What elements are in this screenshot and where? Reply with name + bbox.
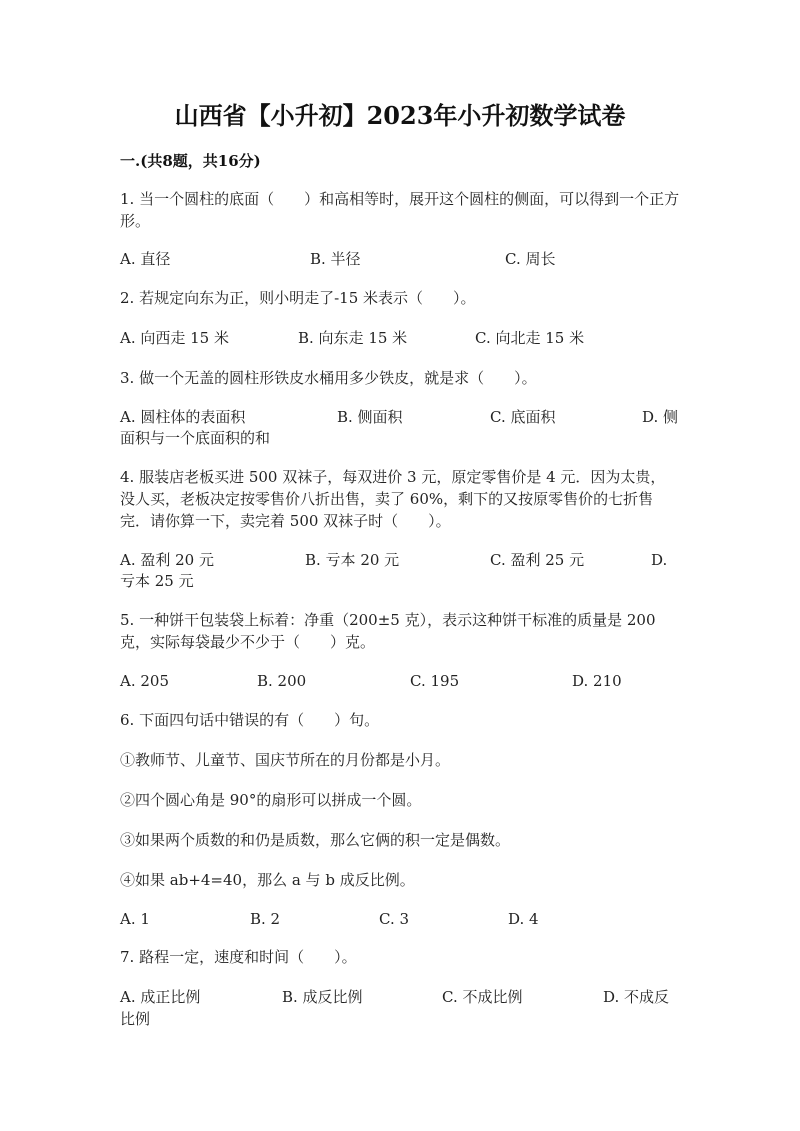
option-d[interactable]: D. 侧 (642, 408, 679, 426)
question-2-stem: 2. 若规定向东为正，则小明走了-15 米表示（ ）。 (120, 289, 476, 307)
question-3-stem: 3. 做一个无盖的圆柱形铁皮水桶用多少铁皮，就是求（ ）。 (120, 369, 537, 387)
question-1-options (120, 248, 680, 270)
statement-4: ④如果 ab+4=40，那么 a 与 b 成反比例。 (120, 871, 415, 889)
question-6-options (120, 908, 680, 930)
question-7-option-d-continued: 比例 (120, 1010, 151, 1028)
option-a[interactable]: A. 205 (120, 672, 169, 690)
question-4-stem: 4. 服装店老板买进 500 双袜子，每双进价 3 元，原定零售价是 4 元．因为太贵，没人买，老板决定按零售价八折出售，卖了 60%，剩下的又按原零售价的七折售完．请你算一下，卖完着 500 双袜子时（ ）。 (120, 468, 666, 530)
option-a[interactable]: A. 成正比例 (120, 988, 201, 1006)
option-b[interactable]: B. 200 (257, 672, 307, 690)
option-a[interactable]: A. 圆柱体的表面积 (120, 408, 246, 426)
question-7-stem: 7. 路程一定，速度和时间（ ）。 (120, 948, 357, 966)
option-a[interactable]: A. 向西走 15 米 (120, 329, 229, 347)
question-3-options (120, 406, 680, 428)
option-b[interactable]: B. 侧面积 (337, 408, 403, 426)
option-c[interactable]: C. 盈利 25 元 (490, 551, 585, 569)
exam-title: 山西省【小升初】2023年小升初数学试卷 (174, 101, 626, 130)
option-c[interactable]: C. 周长 (505, 250, 556, 268)
option-d[interactable]: D. (651, 551, 668, 569)
question-5-options (120, 670, 680, 692)
statement-3: ③如果两个质数的和仍是质数，那么它俩的积一定是偶数。 (120, 831, 511, 849)
option-c[interactable]: C. 3 (379, 910, 410, 928)
question-6-stem: 6. 下面四句话中错误的有（ ）句。 (120, 711, 380, 729)
option-b[interactable]: B. 2 (250, 910, 281, 928)
option-b[interactable]: B. 亏本 20 元 (305, 551, 400, 569)
question-1-stem: 1. 当一个圆柱的底面（ ）和高相等时，展开这个圆柱的侧面，可以得到一个正方形。 (120, 190, 680, 230)
option-c[interactable]: C. 底面积 (490, 408, 556, 426)
option-b[interactable]: B. 成反比例 (282, 988, 363, 1006)
question-7-options (120, 986, 680, 1008)
question-3-option-d-continued: 面积与一个底面积的和 (120, 429, 271, 447)
question-5-stem: 5. 一种饼干包装袋上标着：净重（200±5 克），表示这种饼干标准的质量是 200 克，实际每袋最少不少于（ ）克。 (120, 611, 656, 651)
question-2-options (120, 327, 680, 349)
option-c[interactable]: C. 不成比例 (442, 988, 523, 1006)
statement-1: ①教师节、儿童节、国庆节所在的月份都是小月。 (120, 751, 451, 769)
option-b[interactable]: B. 向东走 15 米 (298, 329, 408, 347)
option-b[interactable]: B. 半径 (310, 250, 361, 268)
option-d[interactable]: D. 210 (572, 672, 622, 690)
option-d[interactable]: D. 4 (508, 910, 539, 928)
statement-2: ②四个圆心角是 90°的扇形可以拼成一个圆。 (120, 791, 422, 809)
option-d[interactable]: D. 不成反 (603, 988, 670, 1006)
option-a[interactable]: A. 盈利 20 元 (120, 551, 214, 569)
option-c[interactable]: C. 向北走 15 米 (475, 329, 585, 347)
question-4-options (120, 549, 680, 571)
option-c[interactable]: C. 195 (410, 672, 460, 690)
question-4-option-d-continued: 亏本 25 元 (120, 572, 194, 590)
option-a[interactable]: A. 1 (120, 910, 150, 928)
section-heading: 一.(共8题，共16分) (120, 152, 261, 170)
option-a[interactable]: A. 直径 (120, 250, 171, 268)
